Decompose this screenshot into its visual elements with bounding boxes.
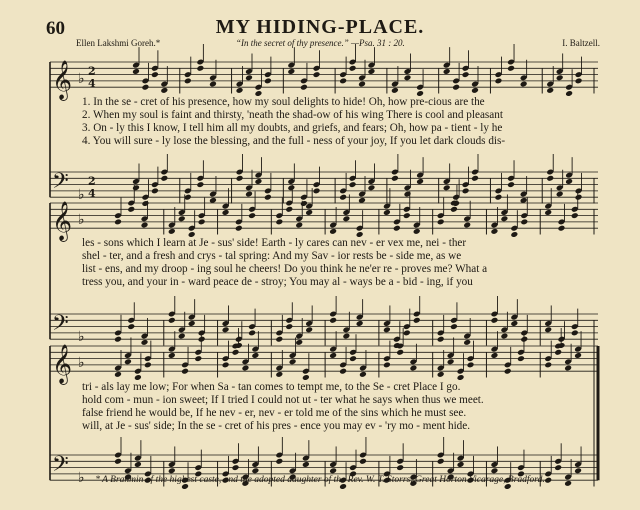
note-head [413, 317, 421, 324]
note-head [302, 461, 310, 468]
note-head [141, 339, 149, 346]
note-head [510, 320, 518, 327]
footnote: * A Brahmin of the highest caste, and the adopted daughter of the Rev. W. T. Storrs, Great Horton Vicarage, Bradford. [95, 475, 545, 485]
note-head [305, 326, 313, 333]
note-head [391, 87, 399, 94]
lyrics-system-1 [82, 96, 598, 148]
note-head [504, 368, 512, 375]
note-head [275, 219, 283, 226]
note-head [544, 326, 552, 333]
note-head [368, 68, 376, 75]
lyric-verse-2: 2. When my soul is faint and thirsty, 'neath the shad-ow of his wing There is cool and pleasant [82, 109, 503, 121]
lyric-verse-1: 1. In the se - cret of his presence, how my soul delights to hide! Oh, how pre-cious are the [82, 96, 485, 108]
note-head [194, 355, 202, 362]
note-head [142, 84, 150, 91]
note-head [383, 362, 391, 369]
note-head [313, 188, 321, 195]
note-head [232, 349, 240, 356]
note-head [245, 191, 253, 198]
note-head [571, 212, 579, 219]
page-number: 60 [46, 18, 65, 39]
note-head [160, 175, 168, 182]
note-head [556, 191, 564, 198]
note-head [248, 330, 256, 337]
note-head [329, 228, 337, 235]
author-credit: Ellen Lakshmi Goreh.* [76, 38, 161, 48]
note-head [359, 371, 367, 378]
note-head [222, 362, 230, 369]
note-head [248, 212, 256, 219]
note-head [114, 336, 122, 343]
note-head [251, 467, 259, 474]
note-head [471, 87, 479, 94]
note-head [142, 200, 150, 207]
note-head [114, 371, 122, 378]
note-head [144, 362, 152, 369]
note-head [463, 339, 471, 346]
note-head [245, 74, 253, 81]
note-head [242, 365, 250, 372]
note-head [329, 467, 337, 474]
note-head [168, 352, 176, 359]
note-head [222, 326, 230, 333]
note-head [452, 84, 460, 91]
lyric-verse-4: will, at Je - sus' side; In the se - cret of his pres - ence you may ev - 'ry mo - ment hide. [82, 420, 471, 432]
note-head [437, 336, 445, 343]
bass-clef: 𝄢 [52, 168, 69, 199]
lyrics-system-2 [82, 237, 598, 289]
note-head [295, 339, 303, 346]
note-head [198, 219, 206, 226]
note-head [443, 68, 451, 75]
note-head [571, 330, 579, 337]
note-head [520, 219, 528, 226]
note-head [196, 181, 204, 188]
note-head [462, 71, 470, 78]
note-head [574, 352, 582, 359]
note-head [236, 175, 244, 182]
note-head [235, 225, 243, 232]
note-head [558, 225, 566, 232]
note-head [168, 228, 176, 235]
note-head [500, 215, 508, 222]
note-head [134, 461, 142, 468]
note-head [416, 178, 424, 185]
note-head [151, 71, 159, 78]
note-head [383, 326, 391, 333]
time-sig-top: 2 [88, 174, 96, 188]
lyric-verse-1: tri - als lay me low; For when Sa - tan comes to tempt me, to the Se - cret Place I go. [82, 381, 461, 393]
treble-clef: 𝄞 [52, 344, 73, 385]
note-head [457, 461, 465, 468]
time-sig-bottom: 4 [88, 77, 96, 91]
note-head [575, 194, 583, 201]
note-head [141, 222, 149, 229]
note-head [471, 175, 479, 182]
note-head [437, 371, 445, 378]
note-head [463, 222, 471, 229]
key-signature-flat: ♭ [78, 70, 85, 87]
note-head [287, 184, 295, 191]
note-head [517, 355, 525, 362]
note-head [565, 178, 573, 185]
note-head [358, 81, 366, 88]
note-head [127, 206, 135, 213]
key-signature-flat: ♭ [78, 187, 85, 204]
lyric-verse-3: false friend he would be, If he nev - er, nev - er told me of the sins which he must see. [82, 407, 467, 419]
note-head [544, 209, 552, 216]
note-head [450, 206, 458, 213]
note-head [275, 371, 283, 378]
lyrics-system-3 [82, 381, 598, 433]
note-head [349, 65, 357, 72]
note-head [356, 320, 364, 327]
treble-clef: 𝄞 [52, 60, 73, 101]
note-head [554, 349, 562, 356]
key-signature-flat: ♭ [78, 470, 85, 487]
note-head [285, 206, 293, 213]
note-head [255, 178, 263, 185]
lyric-verse-3: 3. On - ly this I know, I tell him all my doubts, and griefs, and fears; Oh, how pa - tient - ly he [82, 122, 503, 134]
note-head [302, 374, 310, 381]
time-sig-bottom: 4 [88, 187, 96, 201]
note-head [495, 78, 503, 85]
note-head [396, 464, 404, 471]
note-head [124, 358, 132, 365]
note-head [329, 352, 337, 359]
note-head [285, 323, 293, 330]
note-head [403, 212, 411, 219]
lyric-verse-2: hold com - mun - ion sweet; If I tried I could not ut - ter what he says when thus we meet. [82, 394, 484, 406]
note-head [295, 222, 303, 229]
note-head [339, 194, 347, 201]
note-head [391, 175, 399, 182]
note-head [500, 333, 508, 340]
note-head [413, 228, 421, 235]
note-head [329, 317, 337, 324]
note-head [574, 467, 582, 474]
note-head [462, 188, 470, 195]
note-head [132, 184, 140, 191]
time-sig-top: 2 [88, 64, 96, 78]
note-head [544, 362, 552, 369]
note-head [275, 336, 283, 343]
treble-clef: 𝄞 [52, 201, 73, 242]
note-head [134, 374, 142, 381]
hymn-title: MY HIDING-PLACE. [215, 16, 425, 38]
note-head [132, 68, 140, 75]
note-head [349, 181, 357, 188]
note-head [575, 78, 583, 85]
note-head [160, 87, 168, 94]
note-head [196, 65, 204, 72]
note-head [396, 349, 404, 356]
note-head [127, 323, 135, 330]
note-head [232, 464, 240, 471]
note-head [546, 87, 554, 94]
note-head [437, 458, 445, 465]
note-head [339, 368, 347, 375]
note-head [188, 320, 196, 327]
note-head [342, 333, 350, 340]
note-head [349, 355, 357, 362]
note-head [403, 330, 411, 337]
note-head [437, 219, 445, 226]
note-head [507, 181, 515, 188]
note-head [168, 467, 176, 474]
note-head [209, 81, 217, 88]
lyric-verse-4: 4. You will sure - ly lose the blessing, and the full - ness of your joy, If you let dark clouds dis- [82, 135, 506, 147]
lyric-verse-3: list - ens, and my droop - ing soul he cheers! Do you think he ne'er re - proves me? What a [82, 263, 488, 275]
note-head [275, 458, 283, 465]
note-head [491, 317, 499, 324]
note-head [236, 87, 244, 94]
note-head [289, 358, 297, 365]
note-head [264, 194, 272, 201]
note-head [404, 74, 412, 81]
note-head [184, 78, 192, 85]
note-head [447, 358, 455, 365]
note-head [409, 365, 417, 372]
note-head [264, 78, 272, 85]
lyric-verse-4: tress you, and your in - ward peace de - stroy; You may al - ways be a - bid - ing, if you [82, 276, 473, 288]
note-head [342, 215, 350, 222]
note-head [368, 184, 376, 191]
note-head [168, 317, 176, 324]
note-head [305, 209, 313, 216]
note-head [339, 78, 347, 85]
note-head [495, 194, 503, 201]
note-head [450, 323, 458, 330]
note-head [443, 184, 451, 191]
scripture-reference: “In the secret of thy presence.” —Psa. 31 : 20. [236, 38, 405, 48]
note-head [287, 68, 295, 75]
lyric-verse-2: shel - ter, and a fresh and crys - tal spring: And my Sav - ior rests be - side me, as we [82, 250, 462, 262]
note-head [457, 374, 465, 381]
note-head [491, 352, 499, 359]
note-head [556, 74, 564, 81]
note-head [114, 219, 122, 226]
note-head [491, 467, 499, 474]
lyric-verse-1: les - sons which I learn at Je - sus' side! Earth - ly cares can nev - er vex me, nei - ther [82, 237, 467, 249]
note-head [151, 188, 159, 195]
note-head [564, 365, 572, 372]
composer-credit: I. Baltzell. [562, 38, 600, 48]
note-head [181, 368, 189, 375]
note-head [546, 175, 554, 182]
note-head [313, 71, 321, 78]
bass-clef: 𝄢 [52, 451, 69, 482]
note-head [507, 65, 515, 72]
note-head [178, 215, 186, 222]
note-head [393, 225, 401, 232]
note-head [178, 333, 186, 340]
key-signature-flat: ♭ [78, 329, 85, 346]
note-head [467, 362, 475, 369]
note-head [300, 84, 308, 91]
note-head [114, 458, 122, 465]
note-head [383, 209, 391, 216]
note-head [520, 81, 528, 88]
note-head [251, 352, 259, 359]
note-head [491, 228, 499, 235]
key-signature-flat: ♭ [78, 354, 85, 371]
note-head [359, 458, 367, 465]
key-signature-flat: ♭ [78, 211, 85, 228]
note-head [554, 464, 562, 471]
note-head [222, 209, 230, 216]
bass-clef: 𝄢 [52, 310, 69, 341]
